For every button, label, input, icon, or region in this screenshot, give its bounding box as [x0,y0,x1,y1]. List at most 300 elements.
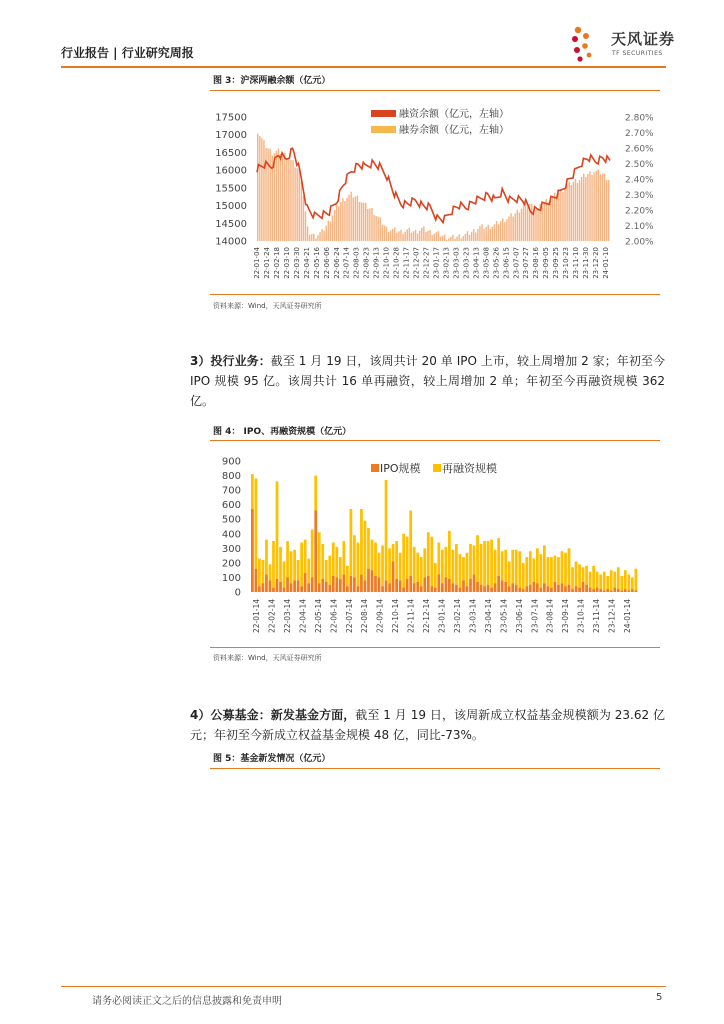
ipo-bar [631,589,634,592]
refinancing-bar [328,556,331,585]
short-balance-bar [284,153,285,241]
ipo-bar [381,586,384,592]
short-balance-bar [442,236,443,241]
ipo-bar [536,583,539,592]
refinancing-bar [539,554,542,587]
short-balance-bar [492,227,493,241]
refinancing-bar [554,556,557,582]
x-tick-label: 22-09-14 [375,599,385,634]
short-balance-bar [564,188,565,241]
ipo-bar [568,585,571,592]
refinancing-bar [413,547,416,583]
x-tick-label: 22-06-24 [332,247,341,279]
short-balance-bar [600,174,601,241]
x-tick-label: 23-02-13 [442,247,451,279]
refinancing-bar [487,541,490,585]
refinancing-bar [603,572,606,591]
refinancing-bar [504,550,507,582]
ipo-bar [350,576,353,592]
legend-short-label: 融券余额（亿元，左轴） [399,125,509,136]
ipo-bar [371,570,374,592]
y-right-tick-label: 2.00% [625,237,654,248]
logo-chinese-name: 天风证券 [611,30,676,48]
refinancing-bar [494,550,497,583]
refinancing-bar [290,551,293,583]
ipo-bar [328,585,331,592]
ipo-bar [582,582,585,592]
x-tick-label: 23-03-14 [468,599,478,634]
short-balance-bar [409,228,410,241]
ib-business-text: 截至 1 月 19 日，该周共计 20 单 IPO 上市，较上周增加 2 家；年初至今 IPO 规模 95 亿。该周共计 16 单再融资，较上周增加 2 单；年初至今再融资规模 362 亿。 [190,354,665,408]
x-tick-label: 23-05-14 [499,599,509,634]
refinancing-bar [522,563,525,589]
ipo-bar [525,586,528,592]
ipo-bar [300,586,303,592]
logo-english-name: TF SECURITIES [612,50,663,57]
x-tick-label: 23-09-25 [552,247,561,279]
ipo-bar [339,579,342,592]
y-tick-label: 800 [221,471,241,483]
mutual-fund-paragraph [190,705,665,745]
refinancing-bar [325,560,328,582]
refinancing-bar [258,559,261,587]
short-balance-bar [365,203,366,241]
y-right-tick-label: 2.20% [625,206,654,217]
refinancing-bar [441,550,444,583]
refinancing-bar [307,559,310,584]
short-balance-bar [259,136,260,241]
x-tick-label: 22-08-23 [362,247,371,279]
refinancing-bar [568,548,571,584]
refinancing-bar [561,551,564,583]
x-tick-label: 22-10-14 [391,599,401,634]
ipo-bar [578,588,581,592]
short-balance-bar [485,227,486,241]
y-left-tick-label: 16000 [215,165,247,177]
mutual-fund-text: 截至 1 月 19 日，该周新成立权益基金规模额为 23.62 亿元；年初至今新成立权益基金规模 48 亿，同比-73%。 [190,708,665,742]
short-balance-bar [560,189,561,241]
x-tick-label: 22-04-14 [298,599,308,634]
x-tick-label: 23-07-14 [530,599,540,634]
ipo-bar [321,579,324,592]
x-tick-label: 23-01-14 [437,599,447,634]
short-balance-bar [438,231,439,241]
short-balance-bar [425,232,426,241]
short-balance-bar [336,204,337,241]
short-balance-bar [334,210,335,241]
short-balance-bar [326,226,327,241]
short-balance-bar [338,206,339,241]
ipo-bar [487,585,490,592]
short-balance-bar [562,192,563,241]
refinancing-bar [364,521,367,581]
refinancing-bar [469,544,472,579]
short-balance-bar [527,207,528,241]
x-tick-label: 23-06-14 [514,599,524,634]
x-tick-label: 23-11-30 [582,247,591,279]
refinancing-bar [314,476,317,511]
y-tick-label: 100 [221,572,241,584]
y-right-tick-label: 2.30% [625,191,654,201]
short-balance-bar [496,221,497,241]
figure4-title: 图 4： IPO、再融资规模（亿元） [213,427,352,437]
x-tick-label: 22-03-30 [292,247,301,279]
short-balance-bar [282,153,283,241]
ipo-bar [585,585,588,592]
y-tick-label: 200 [221,558,241,570]
x-tick-label: 23-03-23 [462,247,471,279]
ipo-bar [518,588,521,592]
short-balance-bar [452,235,453,241]
refinancing-bar [599,575,602,590]
ipo-bar [554,582,557,592]
short-balance-bar [296,168,297,241]
x-tick-label: 23-09-14 [561,599,571,634]
ipo-bar [547,586,550,592]
refinancing-bar [620,576,623,591]
ipo-bar [501,580,504,592]
y-left-tick-label: 15500 [215,183,247,195]
refinancing-bar [480,544,483,585]
short-balance-bar [481,224,482,241]
short-balance-bar [589,171,590,241]
ipo-bar [494,583,497,592]
x-tick-label: 23-08-16 [532,247,541,279]
short-balance-bar [458,234,459,241]
refinancing-bar [571,567,574,589]
short-balance-bar [427,231,428,241]
refinancing-bar [532,559,535,582]
legend-financing-label: 融资余额（亿元，左轴） [399,109,509,120]
short-balance-bar [286,159,287,241]
refinancing-bar [262,560,265,583]
short-balance-bar [604,174,605,241]
short-balance-bar [475,232,476,241]
short-balance-bar [280,154,281,241]
short-balance-bar [359,202,360,241]
short-balance-bar [467,231,468,241]
y-left-tick-label: 15000 [215,201,247,213]
short-balance-bar [548,202,549,241]
refinancing-bar [606,576,609,589]
figure5-title: 图 5：基金新发情况（亿元） [213,754,331,764]
refinancing-bar [617,567,620,589]
ipo-bar [353,577,356,592]
short-balance-bar [577,183,578,241]
refinancing-bar [399,553,402,581]
short-balance-bar [602,174,603,241]
refinancing-bar [525,557,528,586]
short-balance-bar [494,224,495,241]
ipo-bar [392,561,395,592]
ipo-bar [437,575,440,592]
x-tick-label: 23-09-05 [542,247,551,279]
refinancing-bar [357,543,360,587]
short-balance-bar [487,225,488,241]
legend-ipo-label: IPO规模 [380,462,421,475]
ipo-bar [557,585,560,592]
short-balance-bar [446,240,447,241]
short-balance-bar [434,234,435,241]
ipo-refinancing-chart [205,448,665,643]
refinancing-bar [360,509,363,575]
short-balance-bar [396,233,397,241]
figure4-top-rule [210,440,660,441]
figure3-top-rule [210,90,660,91]
x-tick-label: 22-10-10 [382,247,391,279]
ipo-bar [413,583,416,592]
short-balance-bar [400,230,401,241]
legend-refi-swatch [433,464,441,472]
figure4-source: 资料来源：Wind，天风证券研究所 [213,654,322,662]
y-right-tick-label: 2.70% [625,129,654,139]
x-tick-label: 23-12-20 [592,247,601,279]
short-balance-bar [323,231,324,241]
short-balance-bar [375,216,376,241]
short-balance-bar [471,232,472,241]
short-balance-bar [421,228,422,241]
ipo-bar [385,580,388,592]
refinancing-bar [300,543,303,587]
ipo-bar [529,585,532,592]
ipo-bar [462,580,465,592]
short-balance-bar [382,225,383,241]
refinancing-bar [269,564,272,580]
short-balance-bar [450,237,451,241]
short-balance-bar [292,160,293,241]
y-tick-label: 900 [221,456,241,468]
short-balance-bar [512,217,513,241]
short-balance-bar [332,216,333,241]
x-tick-label: 22-06-14 [329,599,339,634]
short-balance-bar [423,226,424,241]
short-balance-bar [402,234,403,241]
ipo-bar [402,588,405,592]
x-tick-label: 22-07-14 [344,599,354,634]
ipo-bar [589,588,592,592]
ipo-bar [304,573,307,592]
ipo-bar [466,586,469,592]
footer-rule [61,986,666,987]
short-balance-bar [309,235,310,241]
short-balance-bar [502,218,503,241]
refinancing-bar [272,541,275,588]
x-tick-label: 23-10-14 [576,599,586,634]
short-balance-bar [348,195,349,241]
refinancing-bar [378,553,381,578]
ipo-bar [325,582,328,592]
refinancing-bar [466,553,469,586]
ipo-bar [283,588,286,592]
refinancing-bar [423,548,426,577]
short-balance-bar [537,208,538,241]
short-balance-bar [415,230,416,241]
legend-refi-label: 再融资规模 [442,462,497,475]
x-tick-label: 22-05-14 [313,599,323,634]
figure3-title: 图 3：沪深两融余额（亿元） [213,76,331,86]
short-balance-bar [317,235,318,241]
short-balance-bar [328,221,329,241]
x-tick-label: 22-04-21 [302,247,311,279]
ipo-bar [314,510,317,592]
x-tick-label: 24-01-14 [623,599,632,634]
legend-short-swatch [371,126,396,133]
ipo-bar [511,583,514,592]
short-balance-bar [541,206,542,241]
x-tick-label: 22-02-14 [267,599,277,634]
short-balance-bar [504,222,505,241]
refinancing-bar [452,550,455,583]
ipo-bar [262,583,265,592]
short-balance-bar [558,193,559,241]
refinancing-bar [437,543,440,575]
short-balance-bar [546,199,547,241]
ipo-bar [272,588,275,592]
x-tick-label: 22-02-18 [272,247,281,279]
short-balance-bar [315,239,316,241]
refinancing-bar [346,566,349,586]
ipo-bar [504,582,507,592]
x-tick-label: 23-10-23 [562,247,571,279]
ipo-bar [357,586,360,592]
short-balance-bar [269,149,270,241]
ipo-bar [522,589,525,592]
ipo-bar [483,586,486,592]
refinancing-bar [448,531,451,579]
x-tick-label: 23-08-14 [545,599,555,634]
ipo-bar [490,588,493,592]
short-balance-bar [313,234,314,241]
refinancing-bar [592,566,595,589]
footer-disclaimer: 请务必阅读正文之后的信息披露和免责申明 [92,996,282,1007]
short-balance-bar [506,219,507,241]
x-tick-label: 23-01-17 [432,247,441,279]
ipo-bar [293,580,296,592]
ipo-bar [469,579,472,592]
x-tick-label: 22-12-14 [422,599,432,634]
y-tick-label: 0 [234,587,241,599]
ipo-bar [251,509,254,592]
refinancing-bar [381,545,384,586]
refinancing-bar [627,575,630,591]
refinancing-bar [430,537,433,586]
short-balance-bar [579,180,580,241]
ipo-bar [480,585,483,592]
ipo-bar [367,569,370,592]
short-balance-bar [535,210,536,241]
short-balance-bar [544,202,545,241]
ipo-bar [634,591,637,592]
figure3-source: 资料来源：Wind，天风证券研究所 [213,302,322,310]
short-balance-bar [566,185,567,241]
ipo-bar [476,582,479,592]
ib-business-paragraph [190,351,665,411]
refinancing-bar [462,557,465,580]
short-balance-bar [431,235,432,241]
report-header: 行业报告 | 行业研究周报 [61,46,194,60]
y-tick-label: 600 [221,500,241,512]
y-right-tick-label: 2.60% [625,144,654,155]
short-balance-bar [465,234,466,241]
short-balance-bar [587,174,588,241]
short-balance-bar [477,229,478,241]
short-balance-bar [344,201,345,241]
x-tick-label: 22-12-07 [412,247,421,279]
refinancing-bar [371,540,374,571]
refinancing-bar [321,544,324,579]
short-balance-bar [263,140,264,241]
ipo-bar [311,577,314,592]
ipo-bar [409,576,412,592]
short-balance-bar [299,169,300,241]
refinancing-bar [596,572,599,588]
legend-ipo-swatch [371,464,379,472]
short-balance-bar [444,235,445,241]
short-balance-bar [257,134,258,241]
refinancing-bar [318,532,321,583]
short-balance-bar [276,151,277,241]
short-balance-bar [373,215,374,241]
short-balance-bar [367,209,368,241]
short-balance-bar [363,203,364,241]
short-balance-bar [419,231,420,241]
short-balance-bar [606,180,607,241]
ipo-bar [297,580,300,592]
x-tick-label: 24-01-10 [602,247,610,279]
refinancing-bar [388,548,391,583]
short-balance-bar [568,182,569,241]
ipo-bar [364,580,367,592]
short-balance-bar [353,197,354,241]
refinancing-bar [283,561,286,587]
short-balance-bar [321,229,322,241]
margin-balance-chart [205,100,665,295]
x-tick-label: 23-11-14 [592,599,602,634]
short-balance-bar [591,175,592,241]
short-balance-bar [463,236,464,241]
short-balance-bar [377,217,378,241]
short-balance-bar [508,216,509,241]
refinancing-bar [497,538,500,576]
short-balance-bar [390,230,391,241]
ipo-bar [406,579,409,592]
refinancing-bar [490,540,493,588]
short-balance-bar [386,227,387,241]
refinancing-bar [374,543,377,576]
refinancing-bar [367,528,370,569]
refinancing-bar [624,570,627,589]
short-balance-bar [305,211,306,241]
short-balance-bar [598,169,599,241]
ipo-bar [441,583,444,592]
refinancing-bar [589,572,592,588]
refinancing-bar [395,541,398,579]
refinancing-bar [332,543,335,576]
refinancing-bar [427,532,430,576]
ipo-bar [318,583,321,592]
short-balance-bar [404,232,405,241]
ipo-bar [445,577,448,592]
y-right-tick-label: 2.10% [625,222,654,232]
ipo-bar [550,588,553,592]
short-balance-bar [500,221,501,241]
refinancing-bar [578,564,581,587]
ipo-bar [342,575,345,592]
refinancing-bar [543,545,546,583]
refinancing-bar [420,557,423,586]
refinancing-bar [339,557,342,579]
x-tick-label: 23-07-27 [522,247,531,279]
